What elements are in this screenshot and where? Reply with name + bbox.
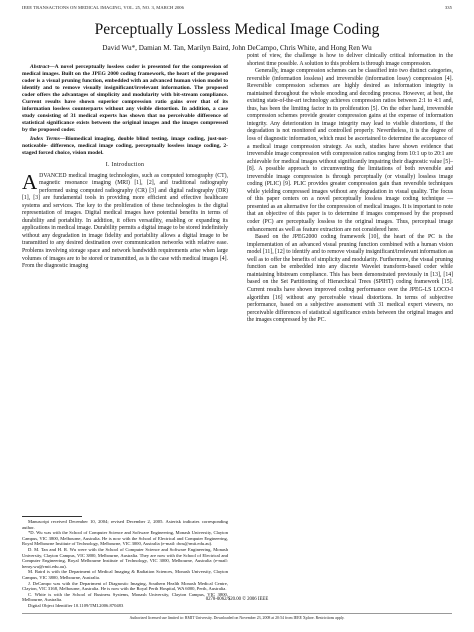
intro-paragraph: [22, 169, 228, 271]
intro-text: DVANCED medical imaging technologies, such as computed tomography (CT), magnetic resonance imaging (MRI) [1], [2], and traditional radiography performed using computed radiography (CR) [3] and digital radiography (DR) [1], [3] are fundamental tools in providing more efficient and effective healthcare systems and services. The key to the proliferation of these technologies is the digital representation of images. Digital medical images have potential benefits in terms of durability and portability. In addition, it offers versatility, enabling or expanding its applications in medical image. Durability permits a digital image to be stored indefinitely without any degradation in image fidelity and portability allows a digital image to be transmitted to any desired destination over communication networks with relative ease. Problems involving storage space and network bandwidth requirements arise when large volumes of images are to be stored or transmitted, as is the case with medical images [4]. From the diagnostic imaging: [22, 172, 228, 270]
footnote: Manuscript received December 10, 2004; revised December 2, 2005. Asterisk indicates corresponding author.: [22, 519, 228, 530]
footnote: Digital Object Identifier 10.1109/TMI.2006.870483: [28, 602, 124, 608]
footnote: C. White is with the School of Business Systems, Monash University, Clayton Campus, VIC 3800, Melbourne, Australia.: [22, 591, 228, 603]
author-list: David Wu*, Damian M. Tan, Marilyn Baird, John DeCampo, Chris White, and Hong Ren Wu: [102, 44, 372, 52]
section-heading: I. Introduction: [105, 162, 145, 168]
index-terms-text: Biomedical imaging, double blind testing, image coding, just-not-noticeable- difference, medical image coding, perceptually lossless image coding, 2-staged forced choice, vision model.: [22, 136, 228, 156]
abstract-label: Abstract—: [30, 64, 55, 70]
body-paragraph: Generally, image compression schemes can be classified into two distinct categories, reversible (information lossless) and irreversible (information lossy) compression [4]. Reversible compression schemes are highly desired as information integrity is maintained throughout the whole encoding and decoding process. However, at best, the existing state-of-the-art technology achieves compression ratios between 2:1 to 4:1 and, thus, has been the limiting factor in its proliferation [5]. On the other hand, irreversible compression schemes provide greater compression gains at the expense of information integrity. Any deterioration in image integrity may lead to visible distortions, if the degradation is not monitored and controlled properly. Nevertheless, it is the degree of loss of diagnostic information, which must be ascertained to determine the acceptance of a medical image compression strategy. As such, studies have shown evidence that irreversible image compression with compression ratios ranging from 10:1 up to 20:1 are achievable for medical images without significantly impairing their diagnostic value [5]–[8]. A possible approach to circumventing the limitations of both reversible and irreversible image compression is through perceptually (or visually) lossless image coding (PLIC) [9]. PLIC provides greater compression gain than reversible techniques while yielding compressed images without any degradation in visual quality. The focus of this paper centers on a novel perceptually lossless image coding technique — presented as an alternative for the compression of medical images. It is important to note that an objective of this paper is to determine if images compressed by the proposed coder (PC) are perceptually lossless to the original images. Thus, perceptual image enhancement as well as feature extraction are not considered here.: [247, 68, 453, 233]
left-column: [22, 64, 228, 271]
footnote-rule: [22, 516, 82, 517]
license-notice: Authorized licensed use limited to: RMIT University. Downloaded on November 23, 2008 at 20:54 from IEEE Xplore. Restrictions apply.: [129, 616, 345, 620]
body-paragraph: Based on the JPEG2000 coding framework [10], the heart of the PC is the implementation of an advanced visual pruning function combined with a human vision model [11], [12] to identify and to remove visually insignificant/irrelevant information as well as to offer the benefits of simplicity and modularity. Furthermore, the visual pruning function can be embedded into any discrete Wavelet transform-based coder while maintaining bitstream compliance. This has been demonstrated previously in [13], [14] based on the Set Partitioning of Hierarchical Trees (SPIHT) coding framework [15]. Current results have shown improved coding performance over the JPEG-LS LOCO-I algorithm [16] without any perceivable visual distortions. In terms of subjective performance, based on a subjective assessment with 31 medical expert viewers, no perceivable differences of statistical significance exists between the original images and the images compressed by the PC.: [247, 234, 453, 324]
index-terms-label: Index Terms—: [30, 136, 66, 142]
issn-copyright: 0278-0062/$20.00 © 2006 IEEE: [205, 597, 269, 602]
right-column: [247, 53, 453, 325]
abstract: [22, 64, 228, 134]
body-paragraph: point of view, the challenge is how to deliver clinically critical information in the shortest time possible. A solution to this problem is through image compression.: [247, 53, 453, 67]
abstract-text: A novel perceptually lossless coder is presented for the compression of medical images. Built on the JPEG 2000 coding framework, the heart of the proposed coder is a visual pruning function, embedded with an advanced human vision model to identify and to remove visually insignificant/irrelevant information. The proposed coder offers the advantages of simplicity and modularity with bit-stream compliance. Current results have shown superior compression ratio gains over that of its information lossless counterparts without any visible distortion. In addition, a case study consisting of 31 medical experts has shown that no perceivable difference of statistical significance exists between the original images and the images compressed by the proposed coder.: [22, 64, 228, 133]
footnote: D. M. Tan and H. R. Wu were with the School of Computer Science and Software Engineering, Monash University, Clayton Campus, VIC 3800, Melbourne, Australia. They are now with the School of Electrical and Computer Engineering, Royal Melbourne Institute of Technology, VIC 3000, Melbourne, Australia (e-mail: henry.wu@rmit.edu.au).: [22, 546, 228, 569]
drop-cap: A: [22, 169, 38, 194]
paper-title: Perceptually Lossless Medical Image Coding: [94, 21, 380, 38]
footnotes: [22, 519, 228, 609]
page-number: 335: [444, 5, 452, 10]
journal-header: IEEE TRANSACTIONS ON MEDICAL IMAGING, VOL. 25, NO. 3, MARCH 2006: [22, 5, 184, 10]
index-terms: [22, 136, 228, 157]
footnote: M. Baird is with the Department of Medical Imaging & Radiation Sciences, Monash University, Clayton Campus, VIC 3800, Melbourne, Australia.: [22, 569, 228, 580]
footnote: *D. Wu was with the School of Computer Science and Software Engineering, Monash University, Clayton Campus, VIC 3800, Melbourne, Australia. He is now with the School of Electrical and Computer Engineering, Royal Melbourne Institute of Technology, Melbourne, VIC 3000, Australia (e-mail: dwu@rmit.edu.au).: [22, 530, 228, 547]
footnote: J. DeCampo was with the Department of Diagnostic Imaging, Southern Health Monash Medical Centre, Clayton, VIC 3168, Melbourne, Australia. He is now with the Royal Perth Hospital, WA 6000, Perth, Australia.: [22, 580, 228, 592]
running-header: [22, 5, 452, 15]
